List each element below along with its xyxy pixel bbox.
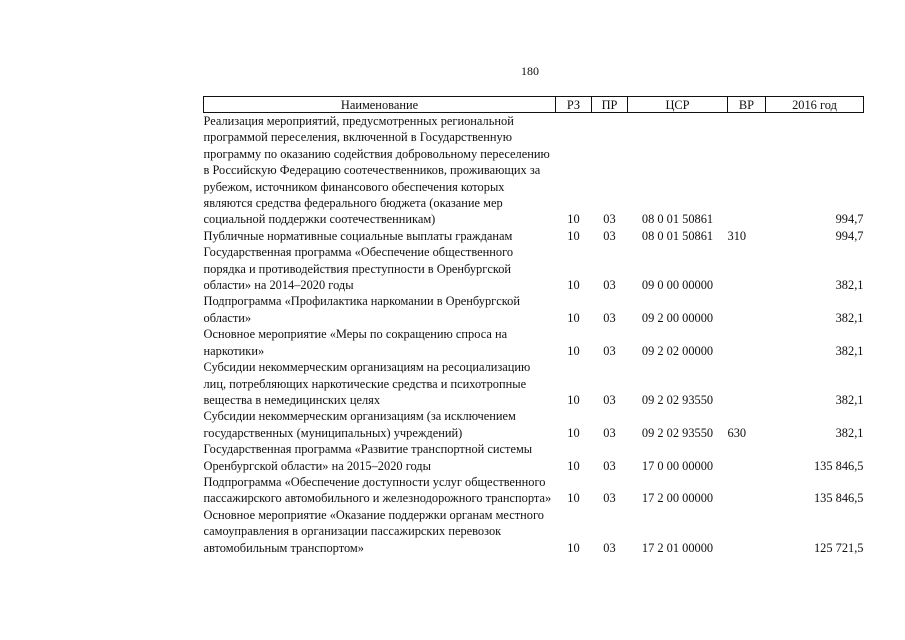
row-vr — [728, 326, 766, 359]
row-rz: 10 — [567, 540, 580, 555]
row-rz: 10 — [567, 310, 580, 325]
row-pr: 03 — [603, 212, 616, 227]
row-amount: 135 846,5 — [813, 458, 864, 473]
row-vr: 630 — [727, 425, 747, 440]
row-amount: 125 721,5 — [813, 540, 864, 555]
row-csr: 09 2 02 93550 — [641, 425, 714, 440]
row-pr: 03 — [603, 310, 616, 325]
budget-table — [203, 96, 864, 556]
row-pr: 03 — [603, 278, 616, 293]
row-name: Реализация мероприятий, предусмотренных региональной программой переселения, включенной в Государственную программу по оказанию содействия добровольному переселению в Российскую Федерацию соотечественников, проживающих за рубежом, источником финансового обеспечения которых являются средства федерального бюджета (оказание мер социальной поддержки соотечественникам) — [203, 114, 550, 227]
row-amount: 994,7 — [835, 228, 864, 243]
table-row — [204, 474, 864, 507]
row-pr: 03 — [603, 392, 616, 407]
header-rz: РЗ — [556, 97, 592, 113]
table-row — [204, 326, 864, 359]
row-amount: 382,1 — [835, 310, 864, 325]
row-pr: 03 — [603, 228, 616, 243]
row-csr: 08 0 01 50861 — [641, 228, 714, 243]
row-rz: 10 — [567, 228, 580, 243]
row-name: Основное мероприятие «Меры по сокращению спроса на наркотики» — [203, 327, 508, 358]
row-csr: 17 2 01 00000 — [641, 540, 714, 555]
row-csr: 09 0 00 00000 — [641, 278, 714, 293]
row-rz: 10 — [567, 343, 580, 358]
header-pr: ПР — [592, 97, 628, 113]
table-row — [204, 507, 864, 556]
row-pr: 03 — [603, 425, 616, 440]
row-vr — [728, 113, 766, 228]
header-vr: ВР — [728, 97, 766, 113]
row-amount: 382,1 — [835, 425, 864, 440]
row-vr: 310 — [727, 228, 747, 243]
row-name: Публичные нормативные социальные выплаты гражданам — [203, 228, 513, 243]
row-name: Государственная программа «Развитие транспортной системы Оренбургской области» на 2015–2020 годы — [203, 442, 533, 473]
table-row — [204, 441, 864, 474]
header-year: 2016 год — [766, 97, 864, 113]
row-csr: 17 0 00 00000 — [641, 458, 714, 473]
row-csr: 09 2 00 00000 — [641, 310, 714, 325]
row-csr: 09 2 02 00000 — [641, 343, 714, 358]
row-name: Субсидии некоммерческим организациям на ресоциализацию лиц, потребляющих наркотические средства и психотропные вещества в немедицинских целях — [203, 360, 531, 407]
row-vr — [728, 293, 766, 326]
row-name: Основное мероприятие «Оказание поддержки органам местного самоуправления в организации пассажирских перевозок автомобильным транспортом» — [203, 507, 544, 555]
row-rz: 10 — [567, 392, 580, 407]
row-rz: 10 — [567, 212, 580, 227]
table-row — [204, 228, 864, 244]
row-pr: 03 — [603, 458, 616, 473]
row-csr: 08 0 01 50861 — [641, 212, 714, 227]
row-vr — [728, 359, 766, 408]
row-amount: 382,1 — [835, 343, 864, 358]
row-vr — [728, 474, 766, 507]
row-csr: 09 2 02 93550 — [641, 392, 714, 407]
row-pr: 03 — [603, 491, 616, 506]
row-name: Субсидии некоммерческим организациям (за исключением государственных (муниципальных) учреждений) — [203, 409, 516, 440]
table-row — [204, 113, 864, 228]
header-csr: ЦСР — [628, 97, 728, 113]
row-pr: 03 — [603, 343, 616, 358]
page-number: 180 — [521, 64, 539, 78]
row-rz: 10 — [567, 425, 580, 440]
row-amount: 382,1 — [835, 278, 864, 293]
table-row — [204, 293, 864, 326]
table-row — [204, 359, 864, 408]
row-rz: 10 — [567, 278, 580, 293]
row-amount: 382,1 — [835, 392, 864, 407]
row-rz: 10 — [567, 491, 580, 506]
table-row — [204, 244, 864, 293]
table-header — [204, 97, 864, 113]
header-name: Наименование — [204, 97, 556, 113]
row-name: Государственная программа «Обеспечение общественного порядка и противодействия преступности в Оренбургской области» на 2014–2020 годы — [203, 245, 514, 293]
row-amount: 135 846,5 — [813, 491, 864, 506]
row-name: Подпрограмма «Обеспечение доступности услуг общественного пассажирского автомобильного и железнодорожного транспорта» — [203, 474, 552, 506]
row-rz: 10 — [567, 458, 580, 473]
row-csr: 17 2 00 00000 — [641, 491, 714, 506]
row-vr — [728, 507, 766, 556]
row-vr — [728, 244, 766, 293]
row-name: Подпрограмма «Профилактика наркомании в Оренбургской области» — [203, 294, 520, 325]
table-row — [204, 408, 864, 441]
row-amount: 994,7 — [835, 212, 864, 227]
row-pr: 03 — [603, 540, 616, 555]
row-vr — [728, 441, 766, 474]
